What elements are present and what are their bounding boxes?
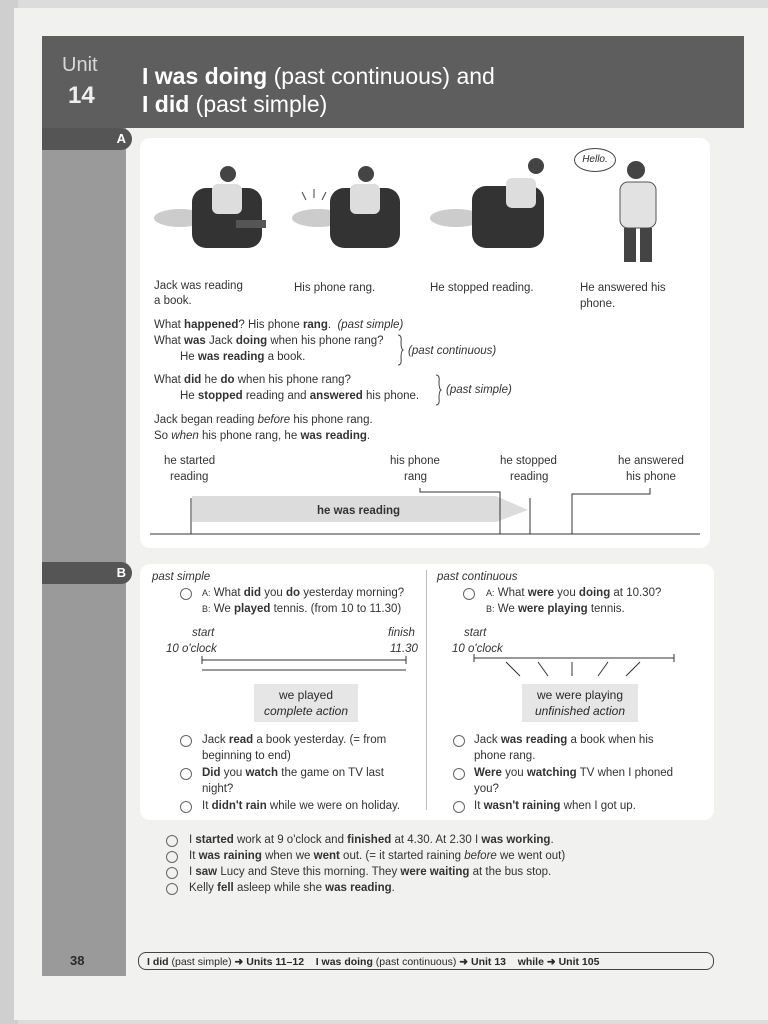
past-simple-heading: past simple <box>152 571 211 583</box>
brace-2 <box>434 374 442 406</box>
note-past-simple: (past simple) <box>446 384 512 396</box>
right-example-1: Jack was reading a book when his <box>474 734 654 746</box>
bottom-example-3: I saw Lucy and Steve this morning. They were waiting at the bus stop. <box>189 866 552 878</box>
caption-2: His phone rang. <box>294 282 376 294</box>
left-example-1: Jack read a book yesterday. (= from <box>202 734 387 746</box>
unit-label: Unit <box>62 54 98 76</box>
bullet-circle <box>180 588 192 600</box>
left-start-label: start <box>192 627 215 639</box>
left-qa-a: A: What did you do yesterday morning? <box>202 587 405 599</box>
caption-4b: phone. <box>580 298 616 310</box>
bullet-circle <box>453 768 465 780</box>
left-timeline <box>198 656 410 672</box>
speech-bubble: Hello. <box>574 148 616 172</box>
example-q3: What did he do when his phone rang? <box>154 374 351 386</box>
example-a2: He was reading a book. <box>180 351 306 363</box>
link-unit-105[interactable]: ➜ Unit 105 <box>543 956 600 968</box>
bullet-circle <box>166 883 178 895</box>
page-number: 38 <box>70 953 85 968</box>
caption-1a: Jack was reading <box>154 280 243 292</box>
tl-rang-1: his phone <box>390 455 440 467</box>
example-a3: He stopped reading and answered his phone. <box>180 390 420 402</box>
caption-3: He stopped reading. <box>430 282 534 294</box>
left-start-time: 10 o'clock <box>166 643 217 655</box>
link-unit-13[interactable]: ➜ Unit 13 <box>459 956 507 968</box>
tl-started-2: reading <box>170 471 209 483</box>
left-example-2: Did you watch the game on TV last <box>202 767 384 779</box>
unit-number: 14 <box>68 82 95 109</box>
right-qa-b: B: We were playing tennis. <box>486 603 625 615</box>
tl-answered-1: he answered <box>618 455 684 467</box>
tl-started-1: he started <box>164 455 216 467</box>
bullet-circle <box>180 735 192 747</box>
sentence-2: So when his phone rang, he was reading. <box>154 430 371 442</box>
phone-ringing-illustration <box>288 160 418 260</box>
section-b-tab: B <box>42 562 132 584</box>
left-example-2b: night? <box>202 783 234 795</box>
tl-bar-label: he was reading <box>317 505 401 517</box>
left-result-box: we played complete action <box>254 684 358 722</box>
reading-illustration <box>150 160 280 260</box>
stopped-reading-illustration <box>426 156 556 260</box>
right-start-label: start <box>464 627 487 639</box>
bottom-example-4: Kelly fell asleep while she was reading. <box>189 882 395 894</box>
bullet-circle <box>463 588 475 600</box>
section-a-tab: A <box>42 128 132 150</box>
bottom-example-2: It was raining when we went out. (= it started raining before we went out) <box>189 850 566 862</box>
right-qa-a: A: What were you doing at 10.30? <box>486 587 662 599</box>
tl-stopped-2: reading <box>510 471 549 483</box>
left-example-1b: beginning to end) <box>202 750 291 762</box>
left-example-3: It didn't rain while we were on holiday. <box>202 800 401 812</box>
tl-answered-2: his phone <box>626 471 676 483</box>
timeline-a-diagram <box>150 482 700 538</box>
bullet-circle <box>453 801 465 813</box>
note-past-continuous: (past continuous) <box>408 345 497 357</box>
tl-stopped-1: he stopped <box>500 455 557 467</box>
left-qa-b: B: We played tennis. (from 10 to 11.30) <box>202 603 402 615</box>
bullet-circle <box>180 768 192 780</box>
caption-1b: a book. <box>154 295 192 307</box>
brace-1 <box>396 334 404 366</box>
cross-reference-bar: I did (past simple) ➜ Units 11–12 I was doing (past continuous) ➜ Unit 13 while ➜ Unit 105 <box>138 952 714 970</box>
tl-rang-2: rang <box>404 471 428 483</box>
bullet-circle <box>166 867 178 879</box>
right-example-2b: you? <box>474 783 499 795</box>
right-example-1b: phone rang. <box>474 750 536 762</box>
section-b-divider <box>426 570 427 810</box>
right-result-box: we were playing unfinished action <box>522 684 638 722</box>
page-title: I was doing (past continuous) and I did (past simple) <box>142 63 495 117</box>
bullet-circle <box>166 851 178 863</box>
example-q2: What was Jack doing when his phone rang? <box>154 335 384 347</box>
bottom-example-1: I started work at 9 o'clock and finished at 4.30. At 2.30 I was working. <box>189 834 554 846</box>
link-units-11-12[interactable]: ➜ Units 11–12 <box>234 956 305 968</box>
right-example-2: Were you watching TV when I phoned <box>474 767 674 779</box>
left-finish-label: finish <box>388 627 415 639</box>
right-start-time: 10 o'clock <box>452 643 503 655</box>
caption-4a: He answered his <box>580 282 666 294</box>
bullet-circle <box>453 735 465 747</box>
bullet-circle <box>180 801 192 813</box>
bullet-circle <box>166 835 178 847</box>
right-timeline <box>470 654 680 678</box>
left-sidebar <box>42 36 126 976</box>
right-example-3: It wasn't raining when I got up. <box>474 800 636 812</box>
sentence-1: Jack began reading before his phone rang. <box>154 414 373 426</box>
left-finish-time: 11.30 <box>390 643 418 655</box>
example-q1: What happened? His phone rang. (past simple) <box>154 319 404 331</box>
answering-phone-illustration <box>598 158 668 264</box>
past-continuous-heading: past continuous <box>437 571 518 583</box>
